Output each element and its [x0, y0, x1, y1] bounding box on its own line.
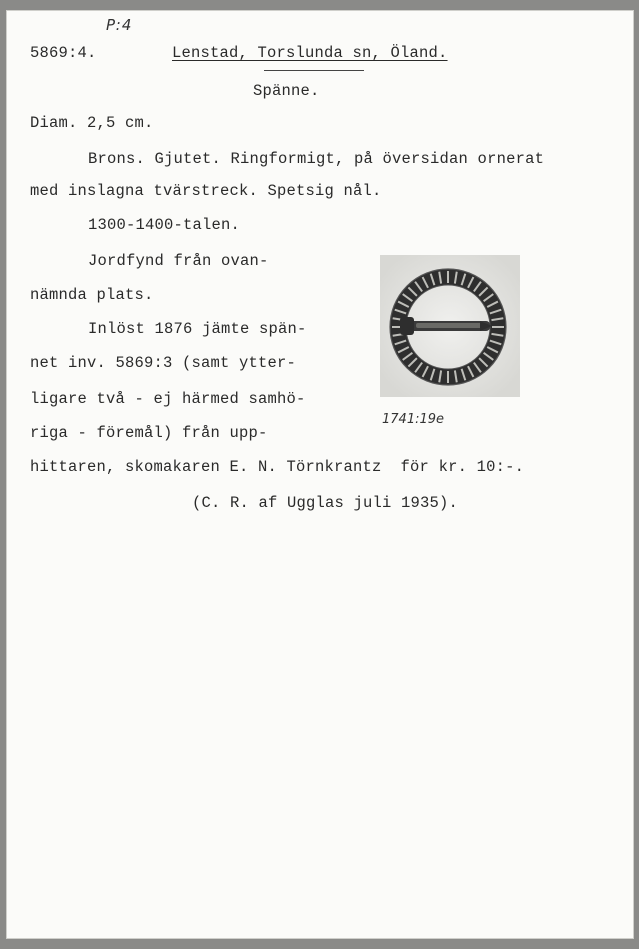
find-line-1: Jordfynd från ovan- — [88, 252, 269, 270]
description-line-1: Brons. Gjutet. Ringformigt, på översidan ornerat — [88, 150, 545, 168]
handwritten-note: P:4 — [106, 16, 133, 34]
acquisition-line-2: net inv. 5869:3 (samt ytter- — [30, 354, 297, 372]
signature-line: (C. R. af Ugglas juli 1935). — [192, 494, 459, 512]
acquisition-line-1: Inlöst 1876 jämte spän- — [88, 320, 307, 338]
photo-label: 1741:19e — [382, 412, 445, 427]
brooch-image — [380, 255, 520, 397]
acquisition-line-5: hittaren, skomakaren E. N. Törnkrantz för kr. 10:-. — [30, 458, 525, 476]
divider-rule — [264, 70, 364, 71]
catalog-card — [6, 10, 634, 939]
acquisition-line-3: ligare två - ej härmed samhö- — [30, 390, 306, 408]
catalog-number: 5869:4. — [30, 44, 97, 62]
dating-line: 1300-1400-talen. — [88, 216, 241, 234]
find-line-2: nämnda plats. — [30, 286, 154, 304]
object-title: Spänne. — [253, 82, 320, 100]
diameter-line: Diam. 2,5 cm. — [30, 114, 154, 132]
brooch-photo — [380, 255, 520, 397]
description-line-2: med inslagna tvärstreck. Spetsig nål. — [30, 182, 382, 200]
acquisition-line-4: riga - föremål) från upp- — [30, 424, 268, 442]
find-location: Lenstad, Torslunda sn, Öland. — [172, 44, 448, 62]
